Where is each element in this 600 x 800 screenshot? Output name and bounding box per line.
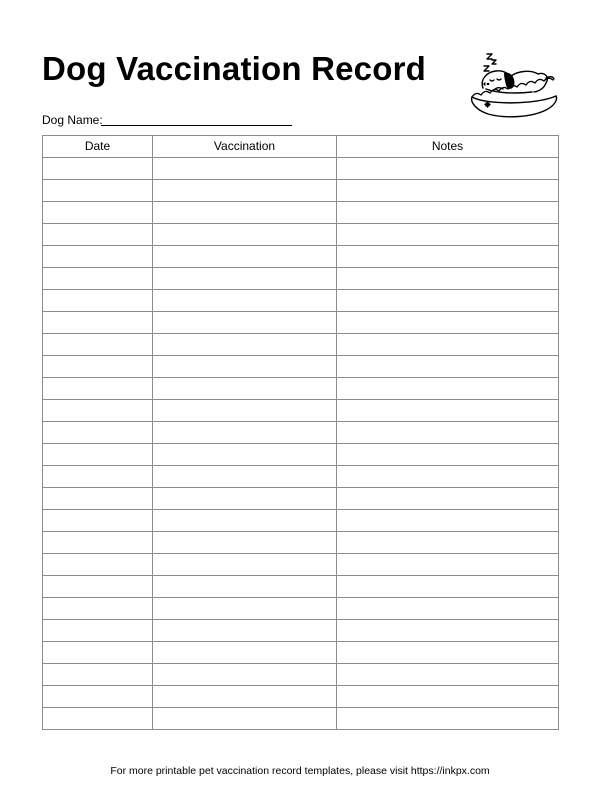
column-header-date: Date xyxy=(43,136,153,158)
date-cell[interactable] xyxy=(43,708,153,730)
table-row xyxy=(43,532,559,554)
column-header-vaccination: Vaccination xyxy=(153,136,337,158)
vaccination-cell[interactable] xyxy=(153,224,337,246)
vaccination-cell[interactable] xyxy=(153,708,337,730)
date-cell[interactable] xyxy=(43,510,153,532)
date-cell[interactable] xyxy=(43,422,153,444)
notes-cell[interactable] xyxy=(337,180,559,202)
notes-cell[interactable] xyxy=(337,510,559,532)
date-cell[interactable] xyxy=(43,686,153,708)
vaccination-table xyxy=(42,135,559,730)
sleeping-dog-icon xyxy=(466,50,560,126)
notes-cell[interactable] xyxy=(337,598,559,620)
notes-cell[interactable] xyxy=(337,444,559,466)
vaccination-cell[interactable] xyxy=(153,664,337,686)
vaccination-cell[interactable] xyxy=(153,554,337,576)
date-cell[interactable] xyxy=(43,378,153,400)
notes-cell[interactable] xyxy=(337,620,559,642)
notes-cell[interactable] xyxy=(337,158,559,180)
notes-cell[interactable] xyxy=(337,202,559,224)
notes-cell[interactable] xyxy=(337,268,559,290)
table-row xyxy=(43,246,559,268)
vaccination-cell[interactable] xyxy=(153,268,337,290)
dog-name-field[interactable] xyxy=(101,125,292,126)
footer-note: For more printable pet vaccination record templates, please visit https://inkpx.com xyxy=(110,765,490,777)
vaccination-cell[interactable] xyxy=(153,246,337,268)
date-cell[interactable] xyxy=(43,598,153,620)
table-row xyxy=(43,708,559,730)
notes-cell[interactable] xyxy=(337,378,559,400)
date-cell[interactable] xyxy=(43,246,153,268)
notes-cell[interactable] xyxy=(337,642,559,664)
vaccination-cell[interactable] xyxy=(153,290,337,312)
table-row xyxy=(43,158,559,180)
vaccination-cell[interactable] xyxy=(153,422,337,444)
table-row xyxy=(43,356,559,378)
page-title: Dog Vaccination Record xyxy=(42,50,426,87)
table-row xyxy=(43,554,559,576)
vaccination-cell[interactable] xyxy=(153,400,337,422)
table-row xyxy=(43,598,559,620)
vaccination-cell[interactable] xyxy=(153,598,337,620)
vaccination-cell[interactable] xyxy=(153,356,337,378)
table-row xyxy=(43,422,559,444)
vaccination-cell[interactable] xyxy=(153,202,337,224)
date-cell[interactable] xyxy=(43,312,153,334)
table-row xyxy=(43,378,559,400)
table-row xyxy=(43,620,559,642)
date-cell[interactable] xyxy=(43,576,153,598)
table-row xyxy=(43,180,559,202)
notes-cell[interactable] xyxy=(337,686,559,708)
date-cell[interactable] xyxy=(43,290,153,312)
date-cell[interactable] xyxy=(43,356,153,378)
notes-cell[interactable] xyxy=(337,312,559,334)
notes-cell[interactable] xyxy=(337,290,559,312)
table-row xyxy=(43,444,559,466)
date-cell[interactable] xyxy=(43,444,153,466)
table-row xyxy=(43,312,559,334)
vaccination-cell[interactable] xyxy=(153,510,337,532)
vaccination-cell[interactable] xyxy=(153,686,337,708)
vaccination-cell[interactable] xyxy=(153,620,337,642)
vaccination-cell[interactable] xyxy=(153,532,337,554)
date-cell[interactable] xyxy=(43,224,153,246)
vaccination-cell[interactable] xyxy=(153,158,337,180)
date-cell[interactable] xyxy=(43,488,153,510)
table-row xyxy=(43,488,559,510)
notes-cell[interactable] xyxy=(337,246,559,268)
date-cell[interactable] xyxy=(43,180,153,202)
table-row xyxy=(43,268,559,290)
date-cell[interactable] xyxy=(43,620,153,642)
vaccination-cell[interactable] xyxy=(153,576,337,598)
date-cell[interactable] xyxy=(43,268,153,290)
date-cell[interactable] xyxy=(43,466,153,488)
date-cell[interactable] xyxy=(43,642,153,664)
notes-cell[interactable] xyxy=(337,488,559,510)
date-cell[interactable] xyxy=(43,532,153,554)
notes-cell[interactable] xyxy=(337,334,559,356)
notes-cell[interactable] xyxy=(337,224,559,246)
table-row xyxy=(43,686,559,708)
vaccination-cell[interactable] xyxy=(153,312,337,334)
notes-cell[interactable] xyxy=(337,400,559,422)
table-row xyxy=(43,576,559,598)
vaccination-cell[interactable] xyxy=(153,466,337,488)
notes-cell[interactable] xyxy=(337,554,559,576)
date-cell[interactable] xyxy=(43,158,153,180)
notes-cell[interactable] xyxy=(337,422,559,444)
dog-name-label: Dog Name: xyxy=(42,113,103,127)
table-row xyxy=(43,664,559,686)
table-row xyxy=(43,510,559,532)
column-header-notes: Notes xyxy=(337,136,559,158)
vaccination-cell[interactable] xyxy=(153,180,337,202)
date-cell[interactable] xyxy=(43,334,153,356)
date-cell[interactable] xyxy=(43,664,153,686)
notes-cell[interactable] xyxy=(337,532,559,554)
table-body xyxy=(43,158,559,730)
notes-cell[interactable] xyxy=(337,708,559,730)
vaccination-cell[interactable] xyxy=(153,488,337,510)
table-row xyxy=(43,400,559,422)
notes-cell[interactable] xyxy=(337,356,559,378)
vaccination-cell[interactable] xyxy=(153,642,337,664)
vaccination-cell[interactable] xyxy=(153,444,337,466)
notes-cell[interactable] xyxy=(337,466,559,488)
date-cell[interactable] xyxy=(43,400,153,422)
notes-cell[interactable] xyxy=(337,664,559,686)
notes-cell[interactable] xyxy=(337,576,559,598)
table-row xyxy=(43,290,559,312)
table-row xyxy=(43,466,559,488)
table-header-row xyxy=(43,136,559,158)
vaccination-cell[interactable] xyxy=(153,334,337,356)
table-row xyxy=(43,334,559,356)
table-row xyxy=(43,202,559,224)
date-cell[interactable] xyxy=(43,554,153,576)
vaccination-cell[interactable] xyxy=(153,378,337,400)
table-row xyxy=(43,642,559,664)
date-cell[interactable] xyxy=(43,202,153,224)
table-row xyxy=(43,224,559,246)
